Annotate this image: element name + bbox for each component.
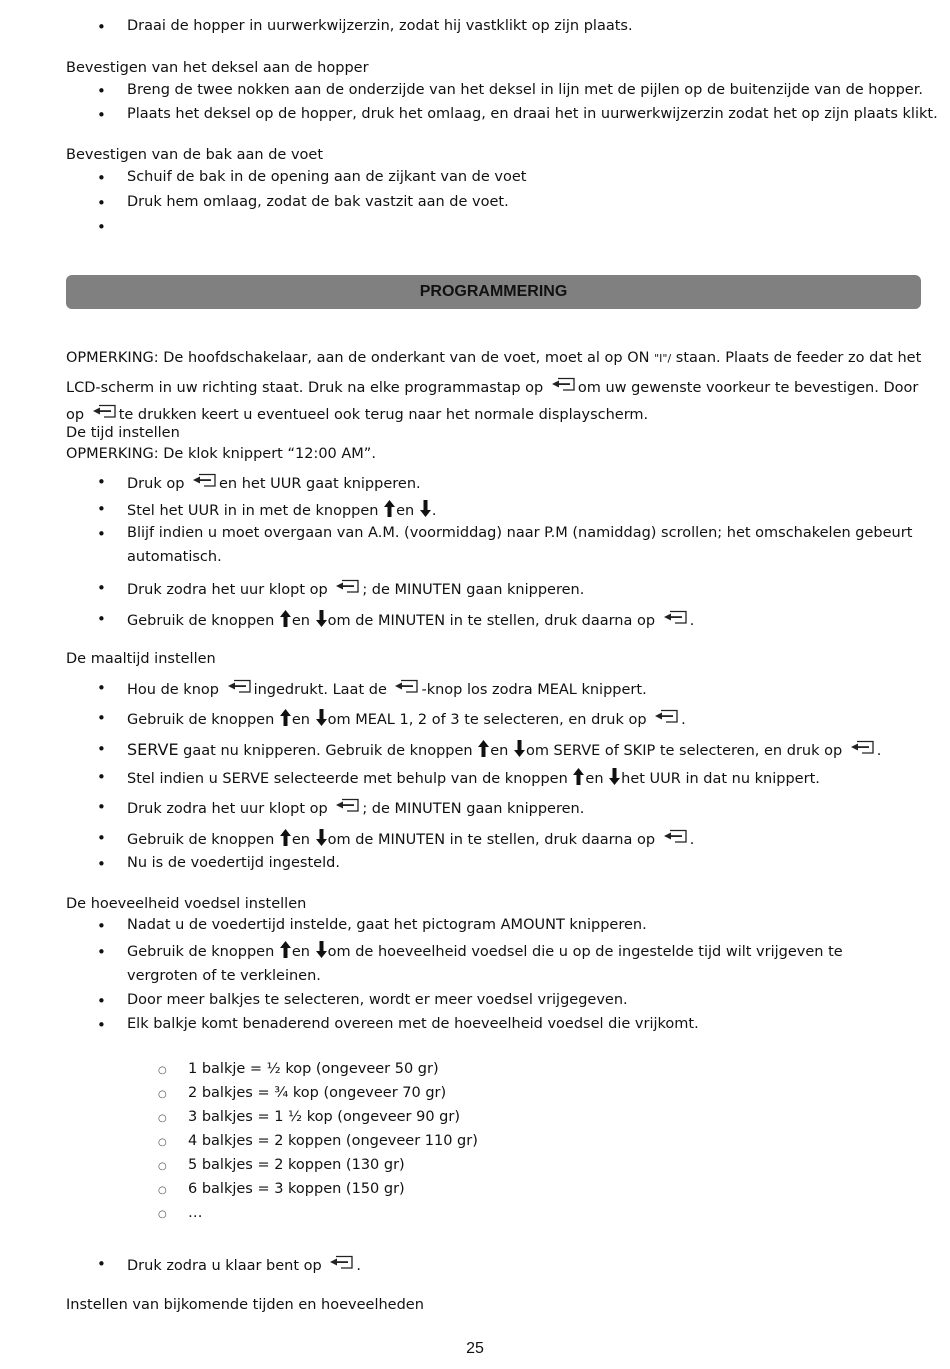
bullet — [97, 709, 117, 727]
bullet — [97, 768, 117, 786]
enter-icon — [327, 1255, 355, 1272]
list-item — [127, 473, 421, 492]
note-text: staan. Plaats de feeder zo dat het — [671, 350, 922, 366]
list-item — [127, 679, 647, 698]
bullet — [97, 82, 117, 100]
item-text: om de MINUTEN in te stellen, druk daarna op — [327, 613, 660, 629]
list-item: Schuif de bak in de opening aan de zijkant van de voet — [127, 169, 527, 185]
list-item: Plaats het deksel op de hopper, druk het omlaag, en draai het in uurwerkwijzerzin zodat het op zijn plaats klikt. — [127, 106, 938, 122]
item-text: . — [876, 743, 882, 759]
list-item: Door meer balkjes te selecteren, wordt er meer voedsel vrijgegeven. — [127, 992, 628, 1008]
note-line-1 — [66, 350, 921, 366]
bullet — [97, 1255, 117, 1273]
sub-list-item: … — [188, 1205, 203, 1221]
item-text: gaat nu knipperen. Gebruik de knoppen — [178, 743, 478, 759]
bullet — [97, 500, 117, 518]
item-text: om de hoeveelheid voedsel die u op de ingestelde tijd wilt vrijgeven te vergroten of te verkleinen. — [127, 944, 843, 984]
item-text: Hou de knop — [127, 682, 224, 698]
arrow-up-icon — [280, 941, 291, 958]
item-text: Gebruik de knoppen — [127, 712, 279, 728]
bullet — [97, 829, 117, 847]
item-text: en — [291, 712, 315, 728]
item-text: en — [490, 743, 513, 759]
arrow-down-icon — [316, 709, 327, 726]
list-item: Druk hem omlaag, zodat de bak vastzit aan de voet. — [127, 194, 509, 210]
sub-bullet — [158, 1205, 178, 1221]
arrow-down-icon — [316, 941, 327, 958]
item-text: en het UUR gaat knipperen. — [219, 476, 421, 492]
sub-bullet — [158, 1061, 178, 1077]
item-text: . — [681, 712, 686, 728]
arrow-up-icon — [280, 709, 291, 726]
item-text: en — [585, 771, 609, 787]
bullet — [97, 992, 117, 1010]
section-heading-amount: De hoeveelheid voedsel instellen — [66, 896, 307, 912]
item-text: ; de MINUTEN gaan knipperen. — [362, 582, 585, 598]
bullet — [97, 525, 117, 543]
list-item — [127, 829, 694, 848]
section-heading-extra: Instellen van bijkomende tijden en hoeveelheden — [66, 1297, 424, 1313]
note-line-3 — [66, 404, 648, 423]
enter-icon — [392, 679, 420, 696]
list-item: Breng de twee nokken aan de onderzijde van het deksel in lijn met de pijlen op de buitenzijde van de hopper. — [127, 82, 923, 98]
item-text: Druk zodra u klaar bent op — [127, 1258, 327, 1274]
bullet — [97, 917, 117, 935]
note-text: te drukken keert u eventueel ook terug naar het normale displayscherm. — [118, 407, 649, 423]
list-item — [127, 579, 584, 598]
enter-icon — [848, 740, 876, 757]
arrow-up-icon — [384, 500, 395, 517]
enter-icon — [225, 679, 253, 696]
list-item — [127, 798, 584, 817]
enter-icon — [661, 610, 689, 627]
list-item — [127, 940, 917, 988]
item-text: en — [291, 944, 315, 960]
item-text: . — [689, 832, 695, 848]
note-text: LCD-scherm in uw richting staat. Druk na elke programmastap op — [66, 380, 548, 396]
sub-list-item: 4 balkjes = 2 koppen (ongeveer 110 gr) — [188, 1133, 478, 1149]
section-banner — [66, 275, 921, 309]
arrow-down-icon — [420, 500, 431, 517]
arrow-up-icon — [573, 768, 584, 785]
item-text: ; de MINUTEN gaan knipperen. — [362, 801, 585, 817]
banner-title: PROGRAMMERING — [419, 283, 568, 300]
arrow-up-icon — [478, 740, 489, 757]
sub-list-item: 5 balkjes = 2 koppen (130 gr) — [188, 1157, 405, 1173]
bullet — [97, 943, 117, 961]
item-text: om SERVE of SKIP te selecteren, en druk op — [525, 743, 847, 759]
list-item — [127, 768, 820, 787]
list-item — [127, 1255, 361, 1274]
on-symbol: "I"/ — [654, 352, 672, 365]
bullet — [97, 679, 117, 697]
item-text: Stel het UUR in in met de knoppen — [127, 503, 384, 519]
sub-bullet — [158, 1085, 178, 1101]
arrow-down-icon — [316, 610, 327, 627]
sub-bullet — [158, 1181, 178, 1197]
list-item — [127, 740, 881, 759]
enter-icon — [652, 709, 680, 726]
arrow-down-icon — [514, 740, 525, 757]
list-item: Blijf indien u moet overgaan van A.M. (voormiddag) naar P.M (namiddag) scrollen; het omschakelen gebeurt automatisch. — [127, 525, 913, 565]
item-text: het UUR in dat nu knippert. — [621, 771, 820, 787]
item-text: Gebruik de knoppen — [127, 613, 279, 629]
item-text: Stel indien u SERVE selecteerde met behulp van de knoppen — [127, 771, 573, 787]
item-text: Gebruik de knoppen — [127, 944, 279, 960]
note-text: OPMERKING: De hoofdschakelaar, aan de onderkant van de voet, moet al op ON — [66, 350, 655, 366]
arrow-down-icon — [316, 829, 327, 846]
arrow-up-icon — [280, 610, 291, 627]
sub-bullet — [158, 1133, 178, 1149]
section-heading-lid: Bevestigen van het deksel aan de hopper — [66, 60, 369, 76]
enter-icon — [549, 377, 577, 394]
list-item: Nadat u de voedertijd instelde, gaat het pictogram AMOUNT knipperen. — [127, 917, 647, 933]
item-text: ingedrukt. Laat de — [253, 682, 392, 698]
enter-icon — [90, 404, 118, 421]
list-item — [127, 709, 686, 728]
note-line-2 — [66, 377, 918, 396]
item-text: SERVE — [127, 740, 179, 759]
bullet — [97, 610, 117, 628]
note-text: om uw gewenste voorkeur te bevestigen. Door — [577, 380, 919, 396]
item-text: Druk zodra het uur klopt op — [127, 582, 333, 598]
item-text: om de MINUTEN in te stellen, druk daarna op — [327, 832, 660, 848]
enter-icon — [333, 579, 361, 596]
section-heading-meal: De maaltijd instellen — [66, 651, 216, 667]
item-text: en — [291, 832, 315, 848]
sub-list-item: 3 balkjes = 1 ½ kop (ongeveer 90 gr) — [188, 1109, 461, 1125]
bullet — [97, 18, 117, 36]
bullet — [97, 473, 117, 491]
item-text: . — [356, 1258, 361, 1274]
item-text: Druk zodra het uur klopt op — [127, 801, 333, 817]
item-text: Gebruik de knoppen — [127, 832, 279, 848]
sub-list-item: 6 balkjes = 3 koppen (150 gr) — [188, 1181, 405, 1197]
enter-icon — [333, 798, 361, 815]
page-number: 25 — [466, 1340, 484, 1357]
arrow-down-icon — [609, 768, 620, 785]
enter-icon — [190, 473, 218, 490]
list-item: Draai de hopper in uurwerkwijzerzin, zodat hij vastklikt op zijn plaats. — [127, 18, 633, 34]
note-text: op — [66, 407, 89, 423]
bullet — [97, 169, 117, 187]
sub-list-item: 2 balkjes = ¾ kop (ongeveer 70 gr) — [188, 1085, 447, 1101]
time-note: OPMERKING: De klok knippert “12:00 AM”. — [66, 446, 376, 462]
arrow-up-icon — [280, 829, 291, 846]
item-text: . — [431, 503, 437, 519]
list-item — [127, 500, 436, 519]
section-heading-time: De tijd instellen — [66, 425, 180, 441]
bullet — [97, 579, 117, 597]
bullet-empty — [97, 218, 117, 236]
sub-bullet — [158, 1157, 178, 1173]
item-text: en — [396, 503, 419, 519]
bullet — [97, 1016, 117, 1034]
item-text: Druk op — [127, 476, 190, 492]
enter-icon — [661, 829, 689, 846]
item-text: en — [291, 613, 315, 629]
item-text: . — [689, 613, 695, 629]
bullet — [97, 855, 117, 873]
list-item: Nu is de voedertijd ingesteld. — [127, 855, 340, 871]
item-text: om MEAL 1, 2 of 3 te selecteren, en druk op — [327, 712, 652, 728]
sub-bullet — [158, 1109, 178, 1125]
bullet — [97, 798, 117, 816]
bullet — [97, 194, 117, 212]
section-heading-tray: Bevestigen van de bak aan de voet — [66, 147, 324, 163]
bullet — [97, 106, 117, 124]
list-item: Elk balkje komt benaderend overeen met de hoeveelheid voedsel die vrijkomt. — [127, 1016, 699, 1032]
bullet — [97, 740, 117, 758]
sub-list-item: 1 balkje = ½ kop (ongeveer 50 gr) — [188, 1061, 439, 1077]
item-text: -knop los zodra MEAL knippert. — [421, 682, 647, 698]
list-item — [127, 610, 694, 629]
